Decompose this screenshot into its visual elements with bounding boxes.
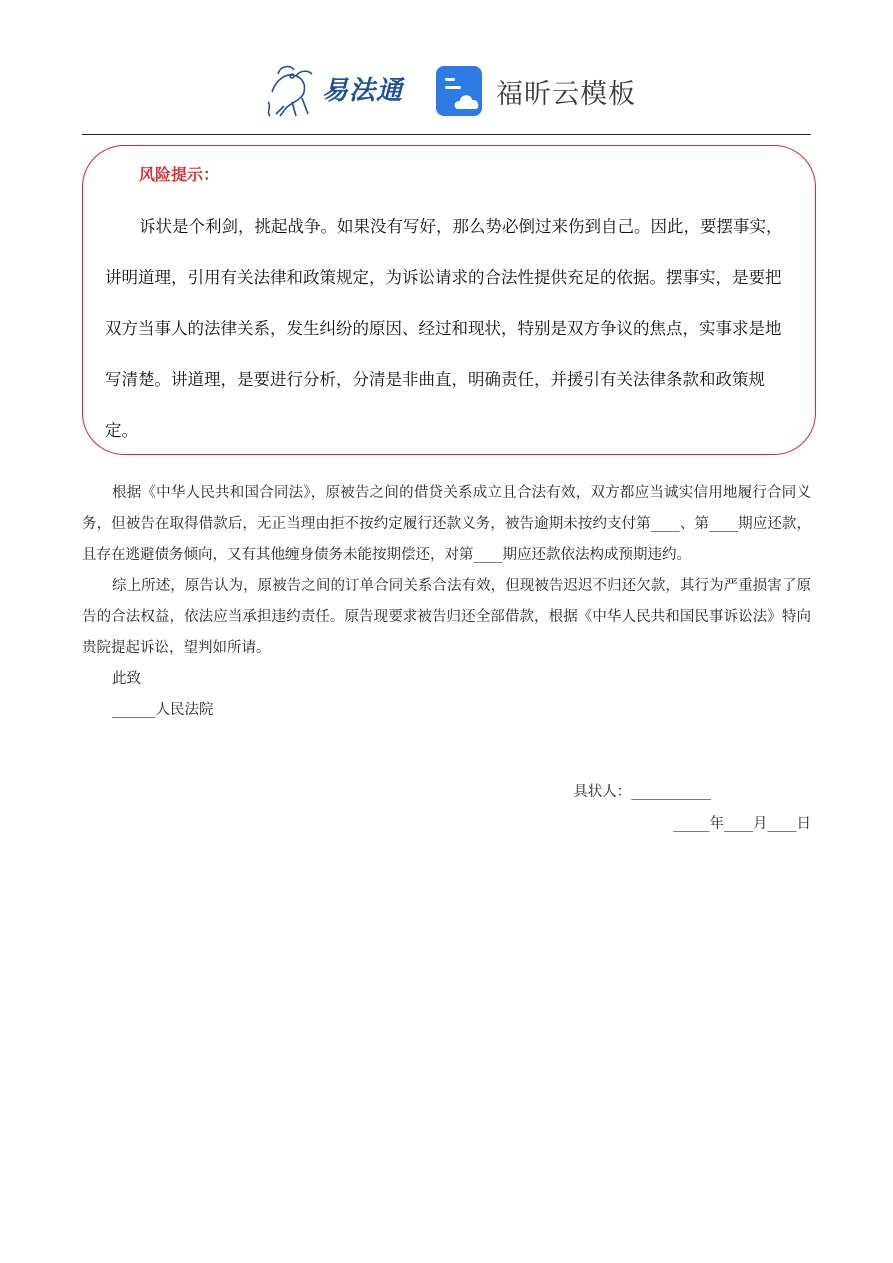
signer-line: 具状人：___________ bbox=[573, 784, 711, 800]
salutation: 此致 bbox=[112, 671, 141, 687]
court-name-line: ______人民法院 bbox=[112, 702, 214, 718]
risk-warning-title: 风险提示： bbox=[139, 165, 220, 184]
foxit-cloud-logo-icon bbox=[436, 66, 486, 116]
page-header bbox=[0, 58, 893, 128]
legal-basis-paragraph: 根据《中华人民共和国合同法》，原被告之间的借贷关系成立且合法有效，双方都应当诚实信用地履行合同义务，但被告在取得借款后，无正当理由拒不按约定履行还款义务，被告逾期未按约支付第____、第____期应还款，且存在逃避债务倾向，又有其他缠身债务未能按期偿还，对第____期应还款依法构成预期违约。 bbox=[82, 485, 811, 563]
risk-warning-text: 诉状是个利剑，挑起战争。如果没有写好，那么势必倒过来伤到自己。因此，要摆事实，讲明道理，引用有关法律和政策规定，为诉讼请求的合法性提供充足的依据。摆事实，是要把双方当事人的法律关系，发生纠纷的原因、经过和现状，特别是双方争议的焦点，实事求是地写清楚。讲道理，是要进行分析，分清是非曲直，明确责任，并援引有关法律条款和政策规定。 bbox=[105, 217, 783, 440]
complaint-body bbox=[82, 478, 811, 726]
yifatong-logo-text: 易法通 bbox=[322, 76, 404, 106]
conclusion-paragraph: 综上所述，原告认为，原被告之间的订单合同关系合法有效，但现被告迟迟不归还欠款，其行为严重损害了原告的合法权益，依法应当承担违约责任。原告现要求被告归还全部借款，根据《中华人民共和国民事诉讼法》特向贵院提起诉讼，望判如所请。 bbox=[82, 578, 811, 656]
risk-warning-box bbox=[82, 145, 816, 455]
header-divider bbox=[82, 134, 811, 135]
date-line: _____年____月____日 bbox=[673, 816, 811, 832]
foxit-template-logo-text: 福昕云模板 bbox=[496, 79, 636, 110]
